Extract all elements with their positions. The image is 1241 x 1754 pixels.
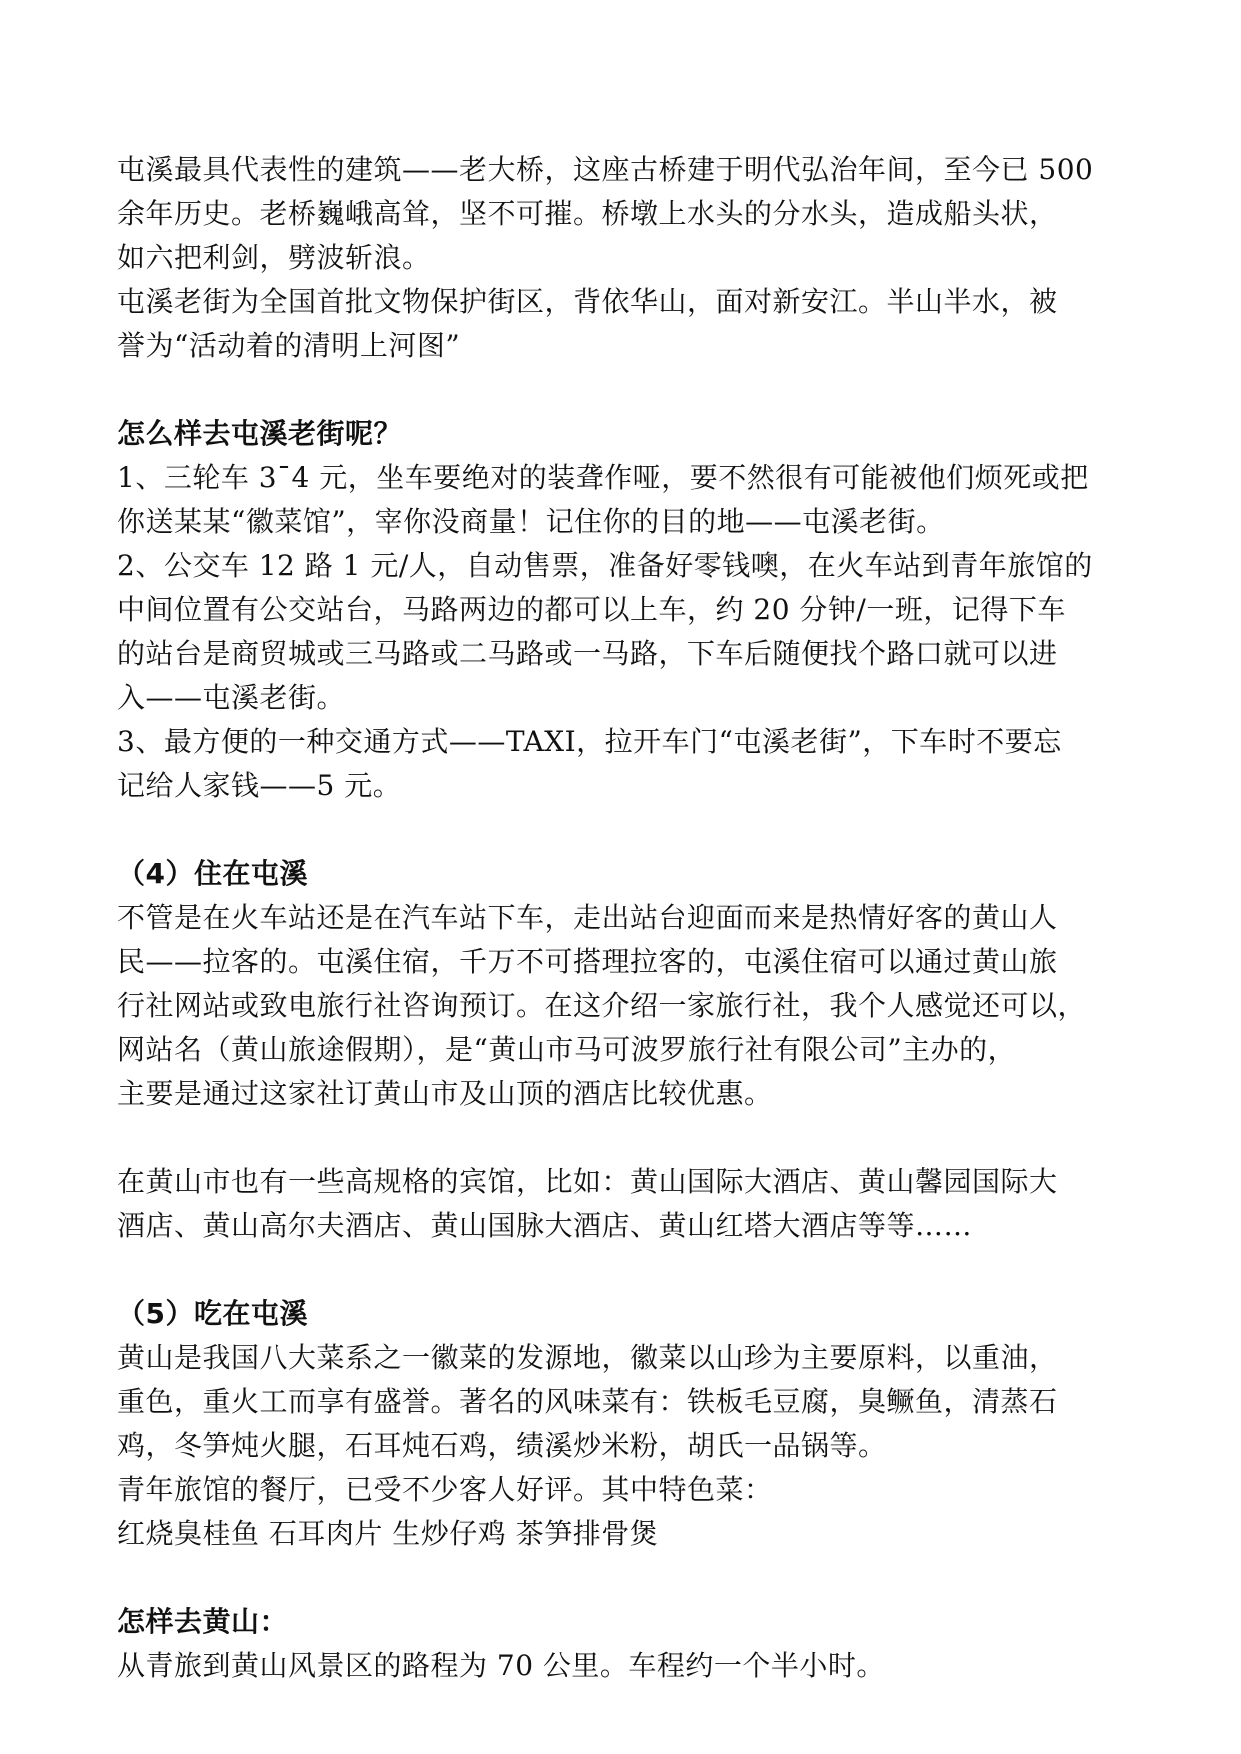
text-line: 你送某某“徽菜馆”，宰你没商量！记住你的目的地——屯溪老街。 — [117, 505, 945, 538]
spacer — [117, 368, 1142, 412]
spacer — [117, 1556, 1142, 1600]
transport-paragraph — [117, 456, 1142, 808]
text-line: 青年旅馆的餐厅，已受不少客人好评。其中特色菜： — [117, 1473, 773, 1506]
text-line: 如六把利剑，劈波斩浪。 — [117, 241, 431, 274]
text-line: 黄山是我国八大菜系之一徽菜的发源地，徽菜以山珍为主要原料，以重油， — [117, 1341, 1058, 1374]
huangshan-paragraph — [117, 1644, 1142, 1688]
section-heading-getting-to-street: 怎么样去屯溪老街呢？ — [117, 417, 403, 450]
text-line: 从青旅到黄山风景区的路程为 70 公里。车程约一个半小时。 — [117, 1649, 885, 1682]
text-line: 在黄山市也有一些高规格的宾馆，比如：黄山国际大酒店、黄山馨园国际大 — [117, 1165, 1058, 1198]
spacer — [117, 1116, 1142, 1160]
text-line: 民——拉客的。屯溪住宿，千万不可搭理拉客的，屯溪住宿可以通过黄山旅 — [117, 945, 1058, 978]
spacer — [117, 1248, 1142, 1292]
text-line: 酒店、黄山高尔夫酒店、黄山国脉大酒店、黄山红塔大酒店等等…… — [117, 1209, 973, 1242]
text-line: 网站名（黄山旅途假期），是“黄山市马可波罗旅行社有限公司”主办的， — [117, 1033, 1017, 1066]
text-line: 1、三轮车 3¯4 元，坐车要绝对的装聋作哑，要不然很有可能被他们烦死或把 — [117, 461, 1089, 494]
text-line: 红烧臭桂鱼 石耳肉片 生炒仔鸡 茶笋排骨煲 — [117, 1517, 659, 1550]
text-line: 誉为“活动着的清明上河图” — [117, 329, 461, 362]
stay-paragraph — [117, 896, 1142, 1116]
text-line: 行社网站或致电旅行社咨询预订。在这介绍一家旅行社，我个人感觉还可以， — [117, 989, 1087, 1022]
section-heading-eat: （5）吃在屯溪 — [117, 1297, 308, 1330]
text-line: 余年历史。老桥巍峨高耸，坚不可摧。桥墩上水头的分水头，造成船头状， — [117, 197, 1058, 230]
text-line: 3、最方便的一种交通方式——TAXI，拉开车门“屯溪老街”，下车时不要忘 — [117, 725, 1062, 758]
text-line: 屯溪最具代表性的建筑——老大桥，这座古桥建于明代弘治年间，至今已 500 — [117, 153, 1094, 186]
section-heading-to-huangshan: 怎样去黄山： — [117, 1605, 289, 1638]
text-line: 2、公交车 12 路 1 元/人，自动售票，准备好零钱噢，在火车站到青年旅馆的 — [117, 549, 1093, 582]
text-line: 入——屯溪老街。 — [117, 681, 346, 714]
section-heading-stay: （4）住在屯溪 — [117, 857, 308, 890]
old-street-paragraph — [117, 280, 1142, 368]
text-line: 屯溪老街为全国首批文物保护街区，背依华山，面对新安江。半山半水，被 — [117, 285, 1058, 318]
text-line: 鸡，冬笋炖火腿，石耳炖石鸡，绩溪炒米粉，胡氏一品锅等。 — [117, 1429, 887, 1462]
bridge-paragraph — [117, 148, 1142, 280]
text-line: 中间位置有公交站台，马路两边的都可以上车，约 20 分钟/一班，记得下车 — [117, 593, 1066, 626]
text-line: 主要是通过这家社订黄山市及山顶的酒店比较优惠。 — [117, 1077, 773, 1110]
text-line: 不管是在火车站还是在汽车站下车，走出站台迎面而来是热情好客的黄山人 — [117, 901, 1058, 934]
spacer — [117, 808, 1142, 852]
text-line: 重色，重火工而享有盛誉。著名的风味菜有：铁板毛豆腐，臭鳜鱼，清蒸石 — [117, 1385, 1058, 1418]
document-page — [117, 148, 1142, 1688]
text-line: 的站台是商贸城或三马路或二马路或一马路，下车后随便找个路口就可以进 — [117, 637, 1058, 670]
hotels-paragraph — [117, 1160, 1142, 1248]
text-line: 记给人家钱——5 元。 — [117, 769, 402, 802]
eat-paragraph — [117, 1336, 1142, 1556]
